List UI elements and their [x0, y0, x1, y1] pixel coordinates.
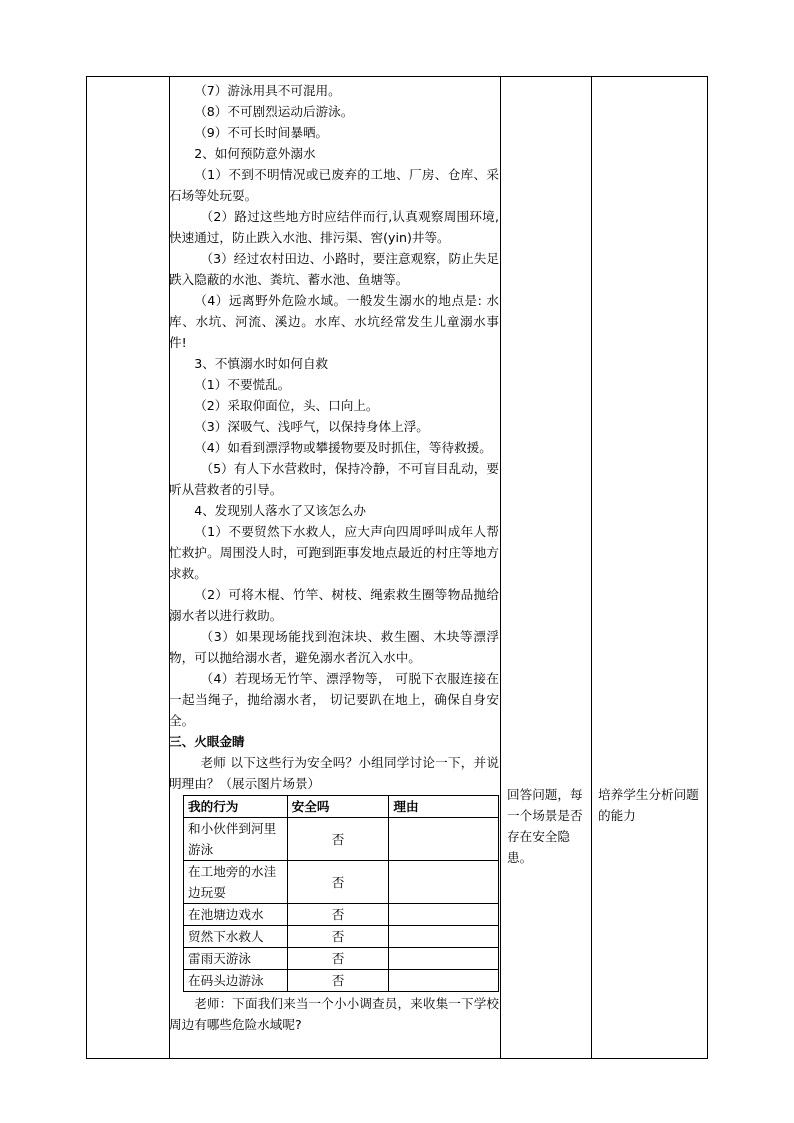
header-safe: 安全吗: [287, 796, 389, 818]
table-row: [184, 948, 499, 970]
reason-cell: [389, 904, 499, 926]
safe-cell: 否: [287, 818, 389, 861]
safe-cell: 否: [287, 948, 389, 970]
reason-cell: [389, 818, 499, 861]
lesson-plan-table: [86, 76, 708, 1059]
teacher-label: 老师: [200, 755, 227, 770]
teacher-question: [169, 752, 499, 794]
reason-cell: [389, 970, 499, 992]
paragraph: （2）可将木棍、竹竿、树枝、绳索救生圈等物品抛给溺水者以进行救助。: [169, 587, 499, 623]
design-intent: 培养学生分析问题的能力: [598, 787, 699, 823]
paragraph: （1）不要慌乱。: [194, 377, 291, 392]
paragraph: （3）深吸气、浅呼气，以保持身体上浮。: [194, 419, 429, 434]
paragraph: 3、不慎溺水时如何自救: [194, 356, 329, 371]
student-activity: 回答问题，每一个场景是否存在安全隐患。: [507, 787, 583, 865]
table-row: [184, 904, 499, 926]
behavior-cell: 雷雨天游泳: [184, 948, 288, 970]
safe-cell: 否: [287, 970, 389, 992]
behavior-cell: 在工地旁的水洼边玩耍: [184, 861, 288, 904]
paragraph: （8）不可剧烈运动后游泳。: [194, 104, 354, 119]
paragraph: （5）有人下水营救时，保持冷静，不可盲目乱动，要听从营救者的引导。: [169, 461, 499, 497]
reason-cell: [389, 926, 499, 948]
safe-cell: 否: [287, 926, 389, 948]
reason-cell: [389, 948, 499, 970]
paragraph: （1）不到不明情况或已废弃的工地、厂房、仓库、采石场等处玩耍。: [169, 167, 499, 203]
teacher-activity-column: [169, 80, 499, 1035]
paragraph: 2、如何预防意外溺水: [194, 146, 316, 161]
paragraph: （2）采取仰面位，头、口向上。: [194, 398, 379, 413]
paragraph: （1）不要贸然下水救人，应大声向四周呼叫成年人帮忙救护。周围没人时，可跑到距事发地点最近的村庄等地方求救。: [169, 524, 499, 581]
behavior-cell: 在池塘边戏水: [184, 904, 288, 926]
behavior-cell: 在码头边游泳: [184, 970, 288, 992]
paragraph: （7）游泳用具不可混用。: [194, 83, 341, 98]
table-row: [184, 926, 499, 948]
paragraph: （3）经过农村田边、小路时，要注意观察，防止失足跌入隐蔽的水池、粪坑、蓄水池、鱼塘等。: [169, 251, 499, 287]
paragraph: （4）如看到漂浮物或攀援物要及时抓住，等待救援。: [194, 440, 492, 455]
paragraph: （9）不可长时间暴晒。: [194, 125, 329, 140]
section-heading: 三、火眼金睛: [169, 734, 245, 749]
header-behavior: 我的行为: [184, 796, 288, 818]
content-paragraphs: [169, 80, 499, 731]
header-reason: 理由: [389, 796, 499, 818]
table-header-row: [184, 796, 499, 818]
table-row: [184, 970, 499, 992]
paragraph: （4）若现场无竹竿、漂浮物等， 可脱下衣服连接在一起当绳子，抛给溺水者， 切记要趴在地上，确保自身安全。: [169, 671, 499, 728]
table-row: [184, 818, 499, 861]
safe-cell: 否: [287, 904, 389, 926]
column-divider: [500, 77, 501, 1058]
behavior-table: [183, 795, 499, 992]
behavior-cell: 贸然下水救人: [184, 926, 288, 948]
safe-cell: 否: [287, 861, 389, 904]
paragraph: （4）远离野外危险水域。一般发生溺水的地点是: 水库、水坑、河流、溪边。水库、水坑经常发生儿童溺水事件!: [169, 293, 499, 350]
behavior-cell: 和小伙伴到河里游泳: [184, 818, 288, 861]
paragraph: （2）路过这些地方时应结伴而行,认真观察周围环境,快速通过，防止跌入水池、排污渠、窖(yin)井等。: [169, 209, 499, 245]
paragraph: （3）如果现场能找到泡沫块、救生圈、木块等漂浮物，可以抛给溺水者，避免溺水者沉入水中。: [169, 629, 499, 665]
paragraph: 4、发现别人落水了又该怎么办: [194, 503, 366, 518]
teacher-question-text: 以下这些行为安全吗？小组同学讨论一下，并说明理由？（展示图片场景）: [169, 755, 499, 791]
column-divider: [591, 77, 592, 1058]
reason-cell: [389, 861, 499, 904]
table-row: [184, 861, 499, 904]
closing-paragraph: 老师：下面我们来当一个小小调查员，来收集一下学校周边有哪些危险水域呢?: [169, 996, 499, 1032]
